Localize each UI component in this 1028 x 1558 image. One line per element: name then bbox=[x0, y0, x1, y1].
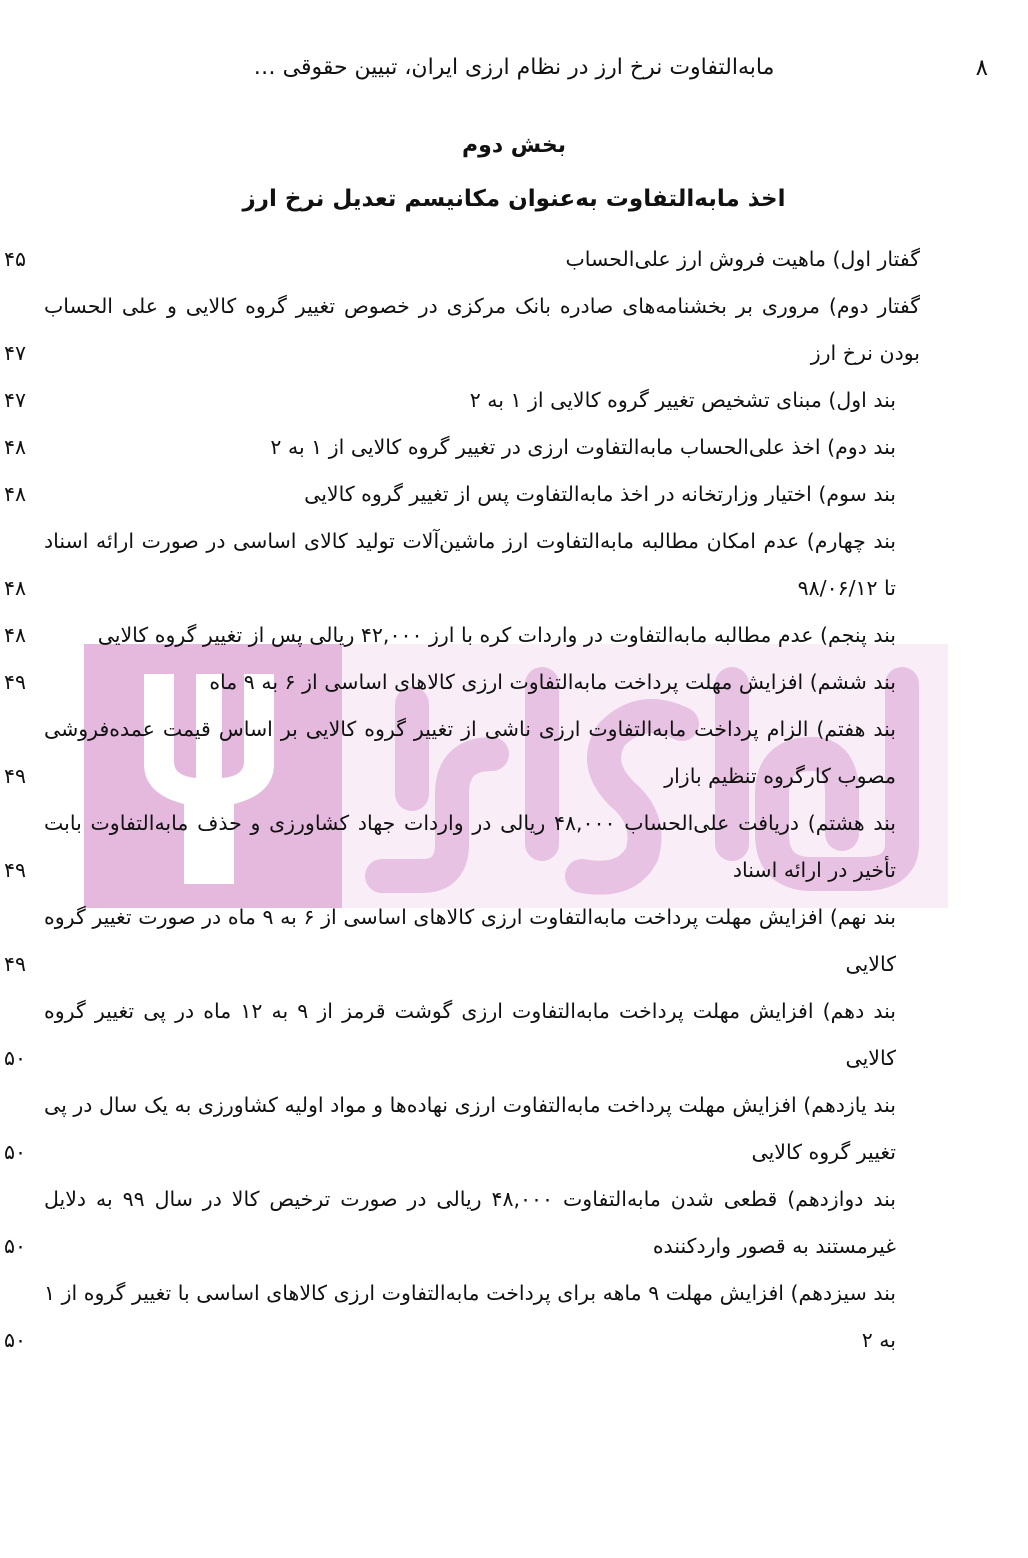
toc-entry-band-1 bbox=[3, 377, 896, 424]
running-header bbox=[40, 48, 988, 88]
toc-entry-page: ۴۹ bbox=[3, 670, 26, 694]
toc-entry-band-3 bbox=[3, 471, 896, 518]
toc-entry-text: بند هشتم) دریافت علی‌الحساب ۴۸,۰۰۰ ریالی در واردات جهاد کشاورزی و حذف مابه‌التفاوت بابت تأخیر در ارائه اسناد bbox=[44, 811, 896, 882]
part-title: اخذ مابه‌التفاوت به‌عنوان مکانیسم تعدیل نرخ ارز bbox=[242, 186, 786, 212]
toc-entry-band-4 bbox=[3, 518, 896, 612]
toc-entry-band-12 bbox=[3, 1176, 897, 1270]
toc-entry-text: گفتار اول) ماهیت فروش ارز علی‌الحساب bbox=[565, 247, 920, 271]
toc-entry-band-10 bbox=[3, 988, 897, 1082]
page-number: ۸ bbox=[975, 55, 988, 81]
toc-entry-text: بند اول) مبنای تشخیص تغییر گروه کالایی از ۱ به ۲ bbox=[469, 388, 896, 412]
toc-entry-text: بند دهم) افزایش مهلت پرداخت مابه‌التفاوت ارزی گوشت قرمز از ۹ به ۱۲ ماه در پی تغییر گروه کالایی bbox=[44, 999, 897, 1070]
toc-entry-band-8 bbox=[3, 800, 896, 894]
toc-entry-page: ۴۸ bbox=[3, 435, 26, 459]
toc-entry-page: ۴۷ bbox=[3, 341, 26, 365]
toc-entry-page: ۴۵ bbox=[3, 247, 26, 271]
toc-entry-band-7 bbox=[3, 706, 896, 800]
toc-entry-band-5 bbox=[3, 612, 896, 659]
toc-entry-page: ۴۸ bbox=[3, 623, 26, 647]
toc-entry-page: ۴۸ bbox=[3, 576, 26, 600]
table-of-contents bbox=[3, 236, 920, 1364]
toc-entry-page: ۵۰ bbox=[3, 1234, 26, 1258]
toc-entry-text: بند نهم) افزایش مهلت پرداخت مابه‌التفاوت ارزی کالاهای اساسی از ۶ به ۹ ماه در صورت تغییر گروه کالایی bbox=[44, 905, 896, 976]
toc-entry-text: بند یازدهم) افزایش مهلت پرداخت مابه‌التفاوت ارزی نهاده‌ها و مواد اولیه کشاورزی به یک سال در پی تغییر گروه کالایی bbox=[44, 1093, 896, 1164]
toc-entry-goftar-2 bbox=[3, 283, 920, 377]
toc-entry-band-9 bbox=[3, 894, 896, 988]
toc-entry-page: ۴۹ bbox=[3, 764, 26, 788]
toc-entry-text: گفتار دوم) مروری بر بخشنامه‌های صادره بانک مرکزی در خصوص تغییر گروه کالایی و علی الحساب بودن نرخ ارز bbox=[44, 294, 920, 365]
toc-entry-band-13 bbox=[3, 1270, 897, 1364]
toc-entry-text: بند سوم) اختیار وزارتخانه در اخذ مابه‌التفاوت پس از تغییر گروه کالایی bbox=[304, 482, 896, 506]
toc-entry-page: ۴۹ bbox=[3, 952, 26, 976]
toc-entry-text: بند دوم) اخذ علی‌الحساب مابه‌التفاوت ارزی در تغییر گروه کالایی از ۱ به ۲ bbox=[270, 435, 896, 459]
toc-entry-page: ۴۹ bbox=[3, 858, 26, 882]
toc-entry-page: ۴۷ bbox=[3, 388, 26, 412]
toc-entry-page: ۵۰ bbox=[3, 1046, 26, 1070]
toc-entry-page: ۵۰ bbox=[3, 1328, 26, 1352]
toc-entry-text: بند پنجم) عدم مطالبه مابه‌التفاوت در واردات کره با ارز ۴۲,۰۰۰ ریالی پس از تغییر گروه کالایی bbox=[97, 623, 896, 647]
toc-entry-text: بند سیزدهم) افزایش مهلت ۹ ماهه برای پرداخت مابه‌التفاوت ارزی کالاهای اساسی با تغییر گروه از ۱ به ۲ bbox=[44, 1281, 897, 1352]
toc-entry-band-2 bbox=[3, 424, 896, 471]
toc-entry-text: بند چهارم) عدم امکان مطالبه مابه‌التفاوت ارز ماشین‌آلات تولید کالای اساسی در صورت ارائه اسناد تا ۹۸/۰۶/۱۲ bbox=[44, 529, 896, 600]
toc-entry-text: بند دوازدهم) قطعی شدن مابه‌التفاوت ۴۸,۰۰۰ ریالی در صورت ترخیص کالا در سال ۹۹ به دلایل غیرمستند به قصور واردکننده bbox=[44, 1187, 897, 1258]
part-label: بخش دوم bbox=[462, 133, 566, 158]
running-title: مابه‌التفاوت نرخ ارز در نظام ارزی ایران، تبیین حقوقی … bbox=[253, 55, 775, 80]
toc-entry-band-6 bbox=[3, 659, 896, 706]
toc-entry-band-11 bbox=[3, 1082, 896, 1176]
toc-entry-goftar-1 bbox=[3, 236, 920, 283]
toc-entry-text: بند هفتم) الزام پرداخت مابه‌التفاوت ارزی ناشی از تغییر گروه کالایی بر اساس قیمت عمده‌فروشی مصوب کارگروه تنظیم بازار bbox=[44, 717, 896, 788]
toc-entry-page: ۵۰ bbox=[3, 1140, 26, 1164]
toc-entry-text: بند ششم) افزایش مهلت پرداخت مابه‌التفاوت ارزی کالاهای اساسی از ۶ به ۹ ماه bbox=[209, 670, 896, 694]
toc-entry-page: ۴۸ bbox=[3, 482, 26, 506]
